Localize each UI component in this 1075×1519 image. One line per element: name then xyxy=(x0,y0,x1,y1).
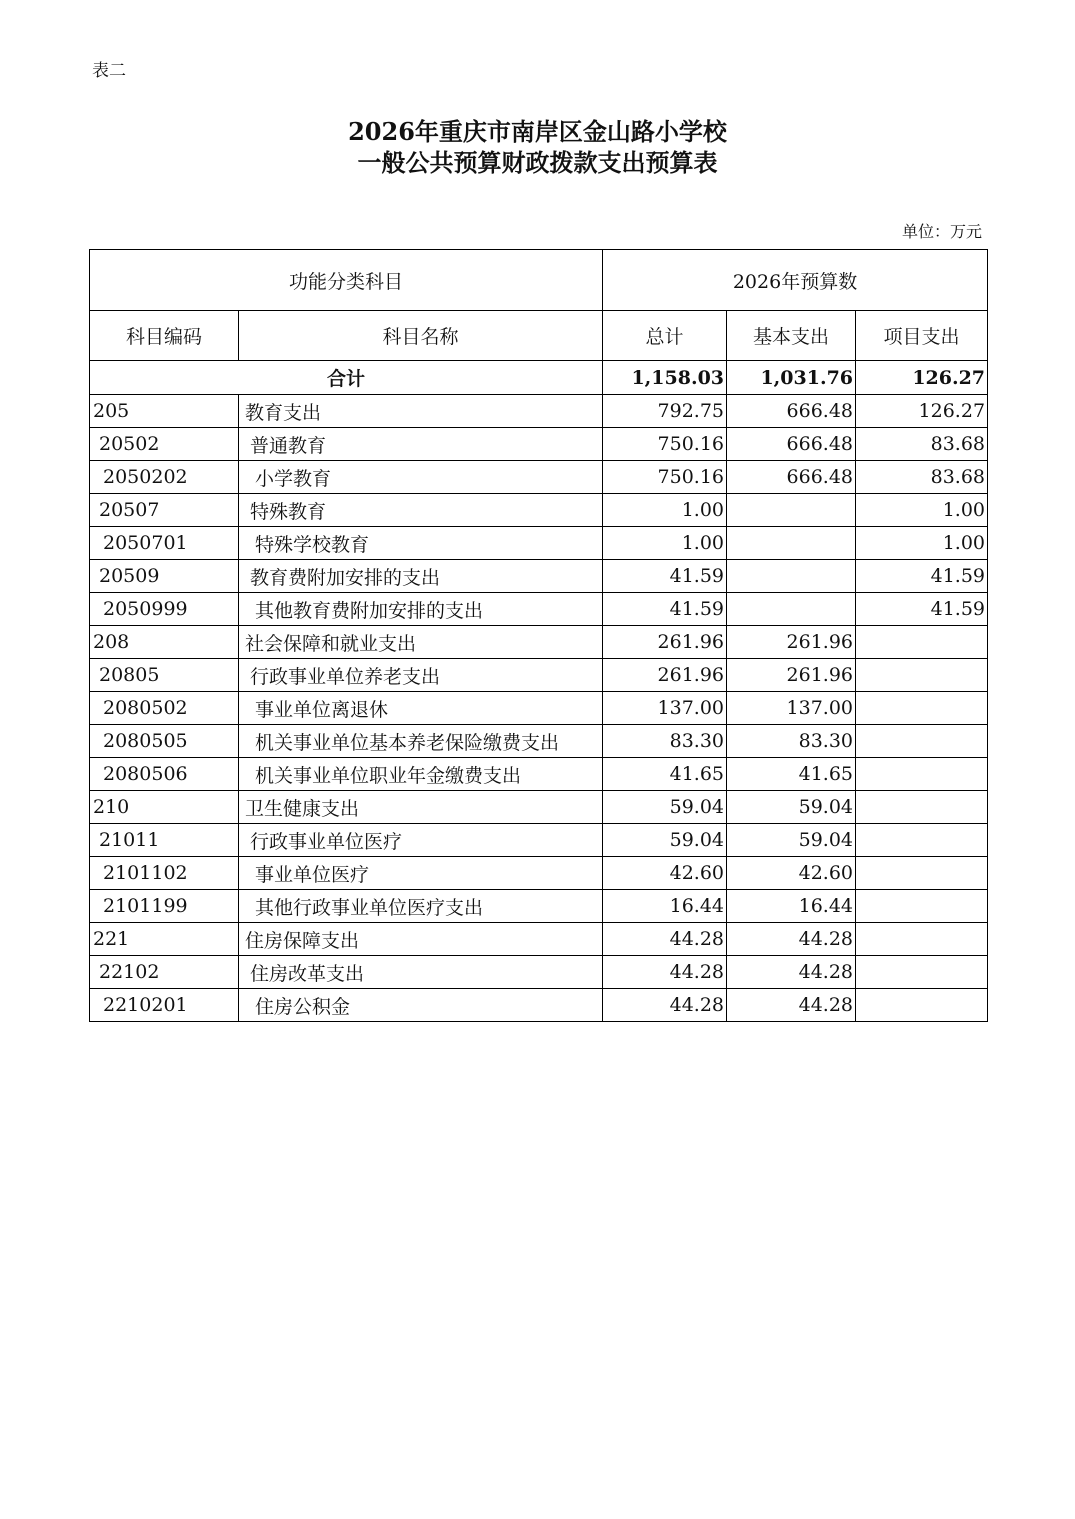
header-total: 总计 xyxy=(603,311,727,361)
header-project: 项目支出 xyxy=(856,311,988,361)
cell-total: 41.59 xyxy=(603,560,727,593)
total-project: 126.27 xyxy=(856,361,988,395)
page-title-line1: 2026年重庆市南岸区金山路小学校 xyxy=(348,117,727,146)
cell-project xyxy=(856,857,988,890)
cell-project xyxy=(856,923,988,956)
total-basic: 1,031.76 xyxy=(727,361,856,395)
cell-total: 44.28 xyxy=(603,956,727,989)
cell-basic: 261.96 xyxy=(727,626,856,659)
cell-name: 事业单位离退休 xyxy=(239,692,603,725)
cell-name: 特殊教育 xyxy=(239,494,603,527)
table-row xyxy=(90,857,988,890)
cell-name: 教育支出 xyxy=(239,395,603,428)
cell-project: 41.59 xyxy=(856,593,988,626)
cell-name: 特殊学校教育 xyxy=(239,527,603,560)
cell-name: 社会保障和就业支出 xyxy=(239,626,603,659)
cell-total: 44.28 xyxy=(603,923,727,956)
header-group-left: 功能分类科目 xyxy=(90,250,603,311)
cell-basic: 666.48 xyxy=(727,395,856,428)
header-basic: 基本支出 xyxy=(727,311,856,361)
cell-project: 1.00 xyxy=(856,494,988,527)
header-name: 科目名称 xyxy=(239,311,603,361)
table-row xyxy=(90,923,988,956)
budget-table xyxy=(89,249,988,1022)
table-row xyxy=(90,527,988,560)
cell-code: 2101199 xyxy=(90,890,239,923)
cell-project: 1.00 xyxy=(856,527,988,560)
cell-code: 2101102 xyxy=(90,857,239,890)
cell-basic: 44.28 xyxy=(727,923,856,956)
table-label: 表二 xyxy=(92,61,126,81)
cell-basic: 666.48 xyxy=(727,461,856,494)
cell-code: 20502 xyxy=(90,428,239,461)
cell-project xyxy=(856,791,988,824)
cell-name: 事业单位医疗 xyxy=(239,857,603,890)
cell-code: 2080505 xyxy=(90,725,239,758)
cell-project xyxy=(856,725,988,758)
cell-project xyxy=(856,890,988,923)
cell-total: 16.44 xyxy=(603,890,727,923)
cell-name: 行政事业单位养老支出 xyxy=(239,659,603,692)
cell-name: 小学教育 xyxy=(239,461,603,494)
cell-project: 83.68 xyxy=(856,461,988,494)
cell-total: 137.00 xyxy=(603,692,727,725)
table-row xyxy=(90,989,988,1022)
cell-code: 21011 xyxy=(90,824,239,857)
cell-basic: 59.04 xyxy=(727,791,856,824)
table-row xyxy=(90,593,988,626)
cell-code: 208 xyxy=(90,626,239,659)
cell-basic: 137.00 xyxy=(727,692,856,725)
cell-code: 2050999 xyxy=(90,593,239,626)
cell-name: 普通教育 xyxy=(239,428,603,461)
table-row xyxy=(90,890,988,923)
page-title-line2: 一般公共预算财政拨款支出预算表 xyxy=(357,148,718,177)
header-code: 科目编码 xyxy=(90,311,239,361)
cell-total: 41.65 xyxy=(603,758,727,791)
cell-basic: 261.96 xyxy=(727,659,856,692)
cell-basic xyxy=(727,494,856,527)
cell-basic: 42.60 xyxy=(727,857,856,890)
cell-code: 20507 xyxy=(90,494,239,527)
cell-project xyxy=(856,824,988,857)
cell-project xyxy=(856,989,988,1022)
header-group-right: 2026年预算数 xyxy=(603,250,988,311)
cell-code: 2080506 xyxy=(90,758,239,791)
cell-name: 机关事业单位职业年金缴费支出 xyxy=(239,758,603,791)
cell-total: 792.75 xyxy=(603,395,727,428)
table-row xyxy=(90,626,988,659)
cell-total: 59.04 xyxy=(603,824,727,857)
cell-basic: 83.30 xyxy=(727,725,856,758)
cell-project: 41.59 xyxy=(856,560,988,593)
cell-code: 2210201 xyxy=(90,989,239,1022)
header-row-columns xyxy=(90,311,988,361)
table-row xyxy=(90,791,988,824)
cell-basic: 59.04 xyxy=(727,824,856,857)
table-row xyxy=(90,659,988,692)
table-row xyxy=(90,956,988,989)
cell-total: 59.04 xyxy=(603,791,727,824)
cell-total: 83.30 xyxy=(603,725,727,758)
cell-basic xyxy=(727,593,856,626)
total-row xyxy=(90,361,988,395)
cell-code: 2050202 xyxy=(90,461,239,494)
cell-total: 261.96 xyxy=(603,626,727,659)
cell-total: 42.60 xyxy=(603,857,727,890)
cell-project xyxy=(856,956,988,989)
cell-basic: 44.28 xyxy=(727,989,856,1022)
cell-name: 其他教育费附加安排的支出 xyxy=(239,593,603,626)
cell-name: 机关事业单位基本养老保险缴费支出 xyxy=(239,725,603,758)
cell-code: 221 xyxy=(90,923,239,956)
table-row xyxy=(90,692,988,725)
cell-code: 20509 xyxy=(90,560,239,593)
table-row xyxy=(90,461,988,494)
cell-name: 住房保障支出 xyxy=(239,923,603,956)
cell-name: 教育费附加安排的支出 xyxy=(239,560,603,593)
unit-label: 单位：万元 xyxy=(901,222,982,241)
cell-total: 1.00 xyxy=(603,527,727,560)
cell-total: 261.96 xyxy=(603,659,727,692)
total-total: 1,158.03 xyxy=(603,361,727,395)
total-label: 合计 xyxy=(90,361,603,395)
cell-name: 行政事业单位医疗 xyxy=(239,824,603,857)
cell-project xyxy=(856,626,988,659)
cell-code: 22102 xyxy=(90,956,239,989)
table-row xyxy=(90,824,988,857)
cell-total: 750.16 xyxy=(603,461,727,494)
cell-code: 205 xyxy=(90,395,239,428)
cell-code: 2050701 xyxy=(90,527,239,560)
cell-project xyxy=(856,692,988,725)
cell-project: 83.68 xyxy=(856,428,988,461)
cell-code: 2080502 xyxy=(90,692,239,725)
table-row xyxy=(90,725,988,758)
table-row xyxy=(90,758,988,791)
cell-total: 750.16 xyxy=(603,428,727,461)
cell-name: 卫生健康支出 xyxy=(239,791,603,824)
cell-total: 1.00 xyxy=(603,494,727,527)
cell-basic: 44.28 xyxy=(727,956,856,989)
cell-name: 住房改革支出 xyxy=(239,956,603,989)
cell-basic: 16.44 xyxy=(727,890,856,923)
cell-project xyxy=(856,758,988,791)
table-row xyxy=(90,560,988,593)
table-row xyxy=(90,428,988,461)
table-row xyxy=(90,395,988,428)
cell-basic xyxy=(727,560,856,593)
cell-name: 其他行政事业单位医疗支出 xyxy=(239,890,603,923)
table-row xyxy=(90,494,988,527)
cell-basic xyxy=(727,527,856,560)
cell-total: 41.59 xyxy=(603,593,727,626)
cell-total: 44.28 xyxy=(603,989,727,1022)
cell-project: 126.27 xyxy=(856,395,988,428)
cell-basic: 666.48 xyxy=(727,428,856,461)
cell-name: 住房公积金 xyxy=(239,989,603,1022)
cell-code: 20805 xyxy=(90,659,239,692)
cell-basic: 41.65 xyxy=(727,758,856,791)
cell-project xyxy=(856,659,988,692)
cell-code: 210 xyxy=(90,791,239,824)
header-row-group xyxy=(90,250,988,311)
